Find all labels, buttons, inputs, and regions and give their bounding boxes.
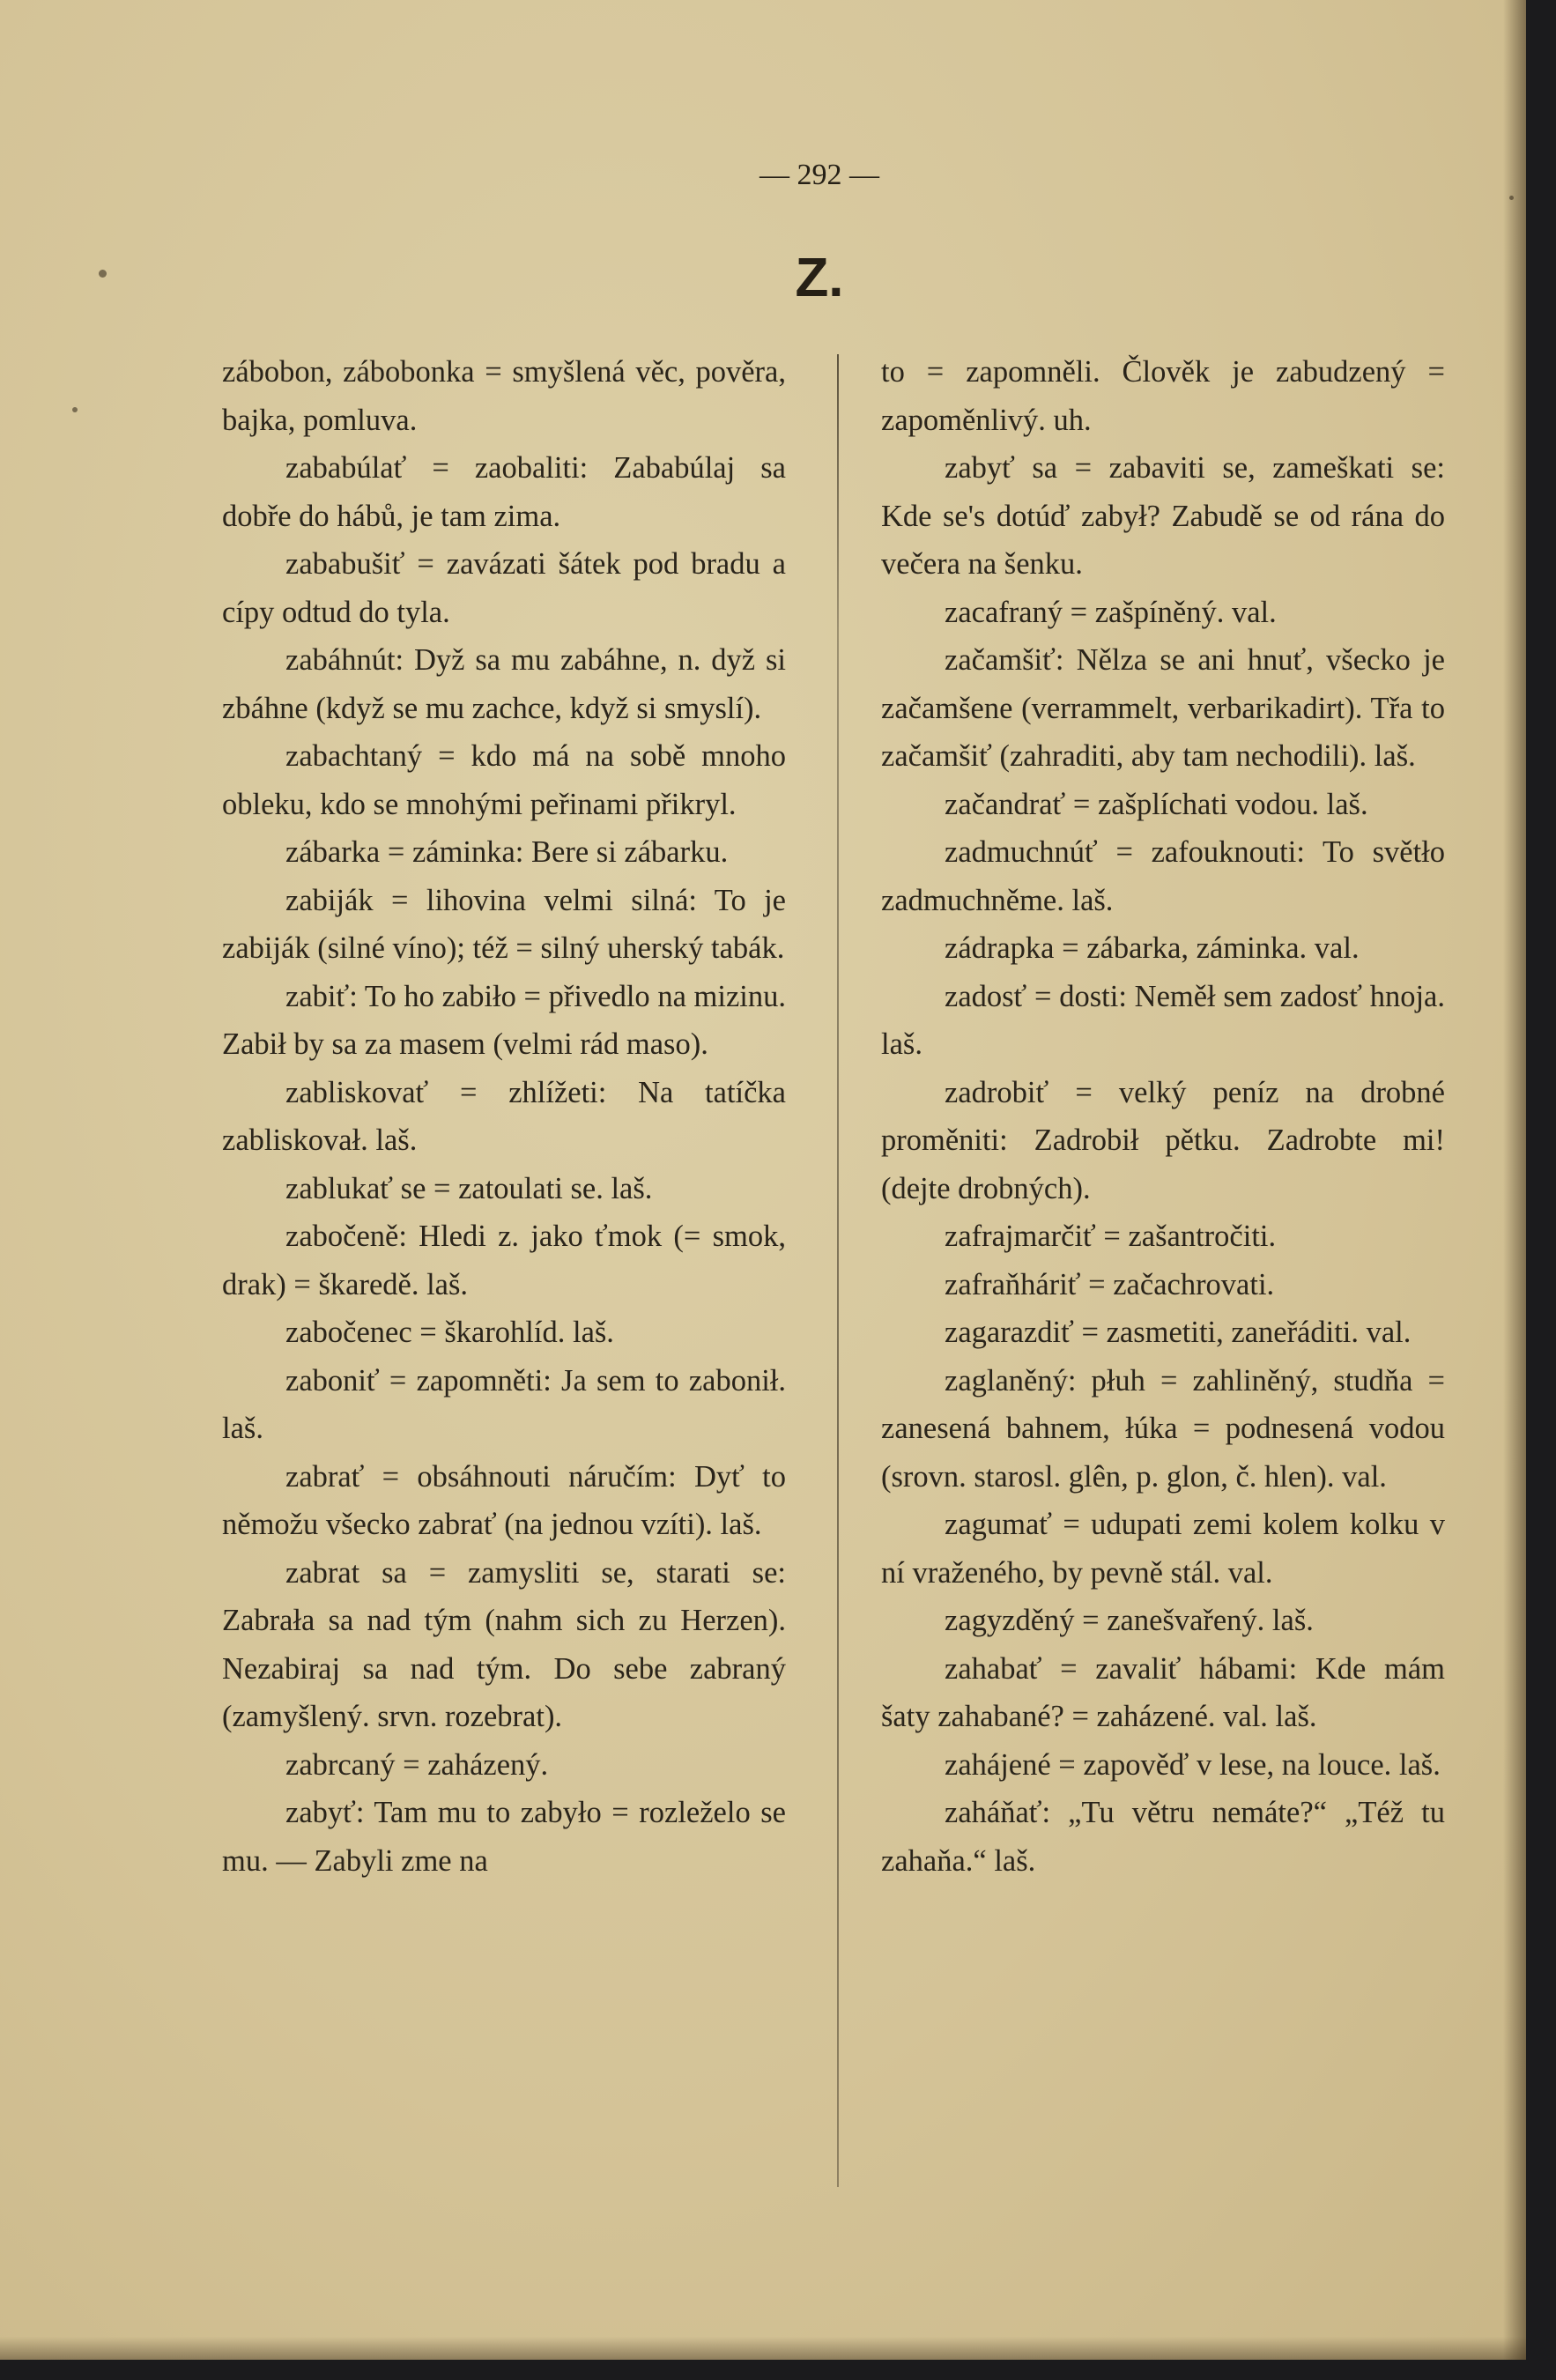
entry-zababulat: zababúlať = zaobaliti: Zababúlaj sa dobře do hábů, je tam zima. bbox=[222, 451, 786, 533]
paper-speck bbox=[99, 270, 107, 278]
entry-zabit: zabiť: To ho zabiło = přivedlo na mizinu. Zabił by sa za masem (velmi rád maso). bbox=[222, 979, 786, 1061]
page-number: — 292 — bbox=[759, 159, 879, 191]
entry-zaboceně: zabočeně: Hledi z. jako ťmok (= smok, drak) = škaredě. laš. bbox=[222, 1220, 786, 1301]
entry-zabachtany: zabachtaný = kdo má na sobě mnoho obleku, kdo se mnohými peřinami přikryl. bbox=[222, 739, 786, 821]
entry-zablukat: zablukať se = zatoulati se. laš. bbox=[285, 1171, 653, 1205]
entry-zagyzdeny: zagyzděný = zanešvařený. laš. bbox=[945, 1604, 1314, 1637]
entry-continuation: to = zapomněli. Člověk je zabudzený = zapoměnlivý. uh. bbox=[881, 355, 1445, 437]
entry-zabyt: zabyť: Tam mu to zabyło = rozleželo se mu. — Zabyli zme na bbox=[222, 1796, 786, 1878]
entry-zadmuchnut: zadmuchnúť = zafouknouti: To světło zadmuchněme. laš. bbox=[881, 835, 1445, 917]
entry-zabrcany: zabrcaný = zaházený. bbox=[285, 1747, 549, 1782]
page-edge-shadow bbox=[1503, 0, 1526, 2360]
entry-zahajene: zahájené = zapověď v lese, na louce. laš. bbox=[945, 1747, 1441, 1782]
left-column bbox=[222, 348, 786, 1885]
entry-zagumat: zagumať = udupati zemi kolem kolku v ní vraženého, by pevně stál. val. bbox=[881, 1508, 1445, 1590]
entry-zagarazdit: zagarazdiť = zasmetiti, zaneřáditi. val. bbox=[945, 1316, 1412, 1349]
entry-zabliskovat: zabliskovať = zhlížeti: Na tatíčka zabliskovał. laš. bbox=[222, 1075, 786, 1157]
entry-zaglaneny: zaglaněný: płuh = zahliněný, studňa = zanesená bahnem, łúka = podnesená vodou (srovn. starosl. glên, p. glon, č. hlen). val. bbox=[881, 1363, 1445, 1494]
entry-zadost: zadosť = dosti: Neměł sem zadosť hnoja. laš. bbox=[881, 979, 1445, 1061]
entry-zafranharit: zafraňháriť = začachrovati. bbox=[945, 1267, 1275, 1301]
entry-zahabat: zahabať = zavaliť hábami: Kde mám šaty zahabané? = zaházené. val. laš. bbox=[881, 1651, 1445, 1733]
entry-zabyt-sa: zabyť sa = zabaviti se, zameškati se: Kde se's dotúď zabył? Zabudě se od rána do večera na šenku. bbox=[881, 451, 1445, 581]
entry-zababusit: zababušiť = zavázati šátek pod bradu a cípy odtud do tyla. bbox=[222, 547, 786, 629]
entry-zadrobit: zadrobiť = velký peníz na drobné proměniti: Zadrobił pětku. Zadrobte mi! (dejte drobných). bbox=[881, 1075, 1445, 1205]
entry-zabonit: zaboniť = zapomněti: Ja sem to zabonił. laš. bbox=[222, 1363, 786, 1445]
page-bottom-shadow bbox=[0, 2337, 1526, 2360]
entry-zahanat: zaháňať: „Tu větru nemáte?“ „Též tu zahaňa.“ laš. bbox=[881, 1796, 1445, 1878]
entry-zabrat: zabrať = obsáhnouti náručím: Dyť to němožu všecko zabrať (na jednou vzíti). laš. bbox=[222, 1459, 786, 1541]
section-letter: Z. bbox=[795, 248, 844, 308]
entry-zabocenec: zabočenec = škarohlíd. laš. bbox=[285, 1316, 614, 1349]
entry-zacamsit: začamšiť: Nělza se ani hnuť, všecko je začamšene (verrammelt, verbarikadirt). Třa to začamšiť (zahraditi, aby tam nechodili). laš. bbox=[881, 643, 1445, 773]
entry-zadrapka: zádrapka = zábarka, záminka. val. bbox=[945, 931, 1360, 965]
entry-zabobon: zábobon, zábobonka = smyšlená věc, pověra, bajka, pomluva. bbox=[222, 355, 786, 437]
entry-zabijak: zabiják = lihovina velmi silná: To je zabiják (silné víno); též = silný uherský tabák. bbox=[222, 883, 786, 965]
entry-zabarka: zábarka = záminka: Bere si zábarku. bbox=[285, 835, 729, 869]
column-divider bbox=[837, 354, 839, 2187]
entry-zabahnut: zabáhnút: Dyž sa mu zabáhne, n. dyž si zbáhne (když se mu zachce, když si smyslí). bbox=[222, 643, 786, 725]
entry-zabrat-sa: zabrat sa = zamysliti se, starati se: Zabrała sa nad tým (nahm sich zu Herzen). Nezabiraj sa nad tým. Do sebe zabraný (zamyšlený. srvn. rozebrat). bbox=[222, 1555, 786, 1733]
entry-zafrajmarcit: zafrajmarčiť = zašantročiti. bbox=[945, 1220, 1277, 1253]
entry-zacafrany: zacafraný = zašpíněný. val. bbox=[945, 595, 1277, 629]
paper-speck bbox=[72, 407, 78, 412]
entry-zacandrat: začandrať = zašplíchati vodou. laš. bbox=[945, 787, 1368, 821]
right-column bbox=[881, 348, 1445, 1885]
